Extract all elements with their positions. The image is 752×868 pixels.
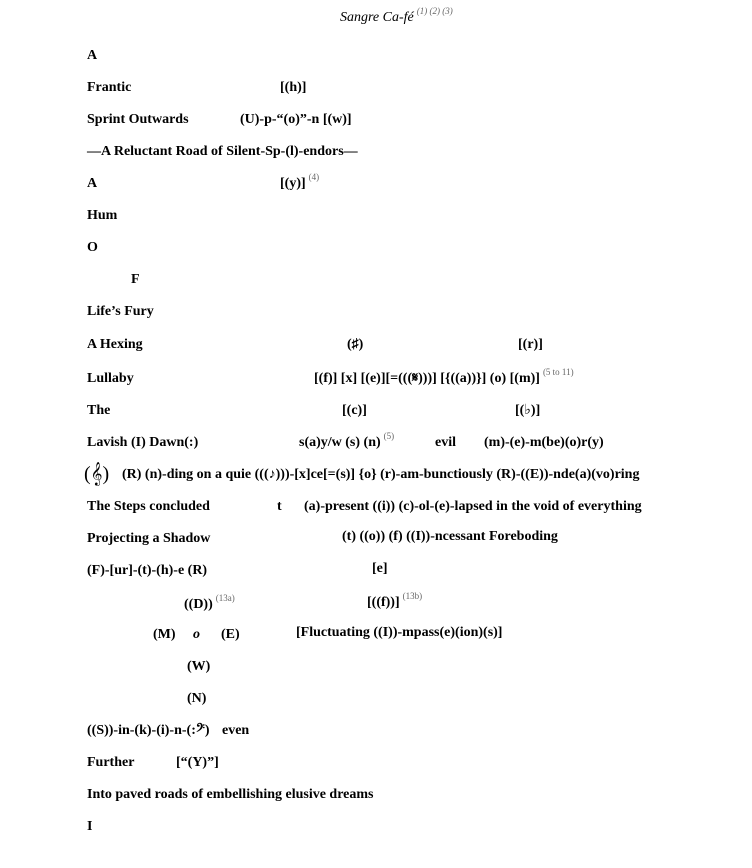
line-18-left: ((D)) $^{(13a)}$ [184, 593, 235, 612]
line-10-sharp: (♯) [347, 337, 364, 352]
footnote-13a: (13a) [215, 593, 235, 603]
line-13-right: (m)-(e)-m(be)(o)r(y) [484, 435, 604, 450]
line-16-left: Projecting a Shadow [87, 531, 211, 546]
line-12-mid: [(c)] [342, 403, 367, 418]
line-15-t: t [277, 499, 282, 514]
line-24: Into paved roads of embellishing elusive dreams [87, 787, 374, 802]
line-11-right: [(f)] [x] [(e)][=(((𝄋)))] [{((a))}] (o) [(m)] $^{(5 to 11)}$ [314, 367, 574, 386]
line-19-o: o [193, 627, 200, 642]
title-footnotes: (1) (2) (3) [416, 6, 453, 16]
line-16-right: (t) ((o)) (f) ((I))-ncessant Foreboding [342, 529, 558, 544]
poem-title: Sangre Ca-fé $^{(1) (2) (3)}$ [340, 6, 453, 25]
line-4: —A Reluctant Road of Silent-Sp-(l)-endors— [87, 144, 358, 159]
line-8: F [131, 272, 140, 287]
line-5-left: A [87, 176, 98, 191]
line-25: I [87, 819, 93, 834]
line-22-right: even [222, 723, 250, 738]
footnote-5b: (5) [383, 431, 395, 441]
line-15-right: (a)-present ((i)) (c)-ol-(e)-lapsed in the void of everything [304, 499, 642, 514]
line-1: A [87, 48, 98, 63]
line-13-left: Lavish (I) Dawn(:) [87, 435, 199, 450]
line-2-right: [(h)] [280, 80, 307, 95]
line-2-left: Frantic [87, 80, 132, 95]
line-15-left: The Steps concluded [87, 499, 210, 514]
line-9: Life’s Fury [87, 304, 154, 319]
line-14: (R) (n)-ding on a quie (((♪)))-[x]ce[=(s)] {o} (r)-am-bunctiously (R)-((E))-nde(a)(vo)ring [122, 467, 640, 482]
line-22-left: ((S))-in-(k)-(i)-n-(:𝄢) [87, 723, 210, 738]
line-23-right: [“(Y)”] [176, 755, 219, 770]
line-10-right: [(r)] [518, 337, 543, 352]
line-12-right: [(♭)] [515, 403, 541, 418]
line-7: O [87, 240, 98, 255]
line-5-right: [(y)] $^{(4)}$ [280, 172, 320, 191]
line-13-evil: evil [435, 435, 456, 450]
line-12-left: The [87, 403, 111, 418]
line-18-right: [((f))] $^{(13b)}$ [367, 591, 423, 610]
footnote-5-to-11: (5 to 11) [542, 367, 574, 377]
line-3-left: Sprint Outwards [87, 112, 189, 127]
line-23-left: Further [87, 755, 135, 770]
line-3-right: (U)-p-“(o)”-n [(w)] [240, 112, 352, 127]
footnote-13b: (13b) [402, 591, 423, 601]
line-17-left: (F)-[ur]-(t)-(h)-e (R) [87, 563, 208, 578]
line-13-mid: s(a)y/w (s) (n) $^{(5)}$ [299, 431, 395, 450]
line-19-right: [Fluctuating ((I))-mpass(e)(ion)(s)] [296, 625, 503, 640]
treble-clef-icon: (𝄞) [84, 463, 110, 485]
line-20: (W) [187, 659, 211, 674]
line-11-left: Lullaby [87, 371, 134, 386]
footnote-4: (4) [308, 172, 320, 182]
line-10-left: A Hexing [87, 337, 143, 352]
line-19-e: (E) [221, 627, 240, 642]
line-6: Hum [87, 208, 118, 223]
line-21: (N) [187, 691, 207, 706]
line-19-m: (M) [153, 627, 176, 642]
line-17-right: [e] [372, 561, 388, 576]
